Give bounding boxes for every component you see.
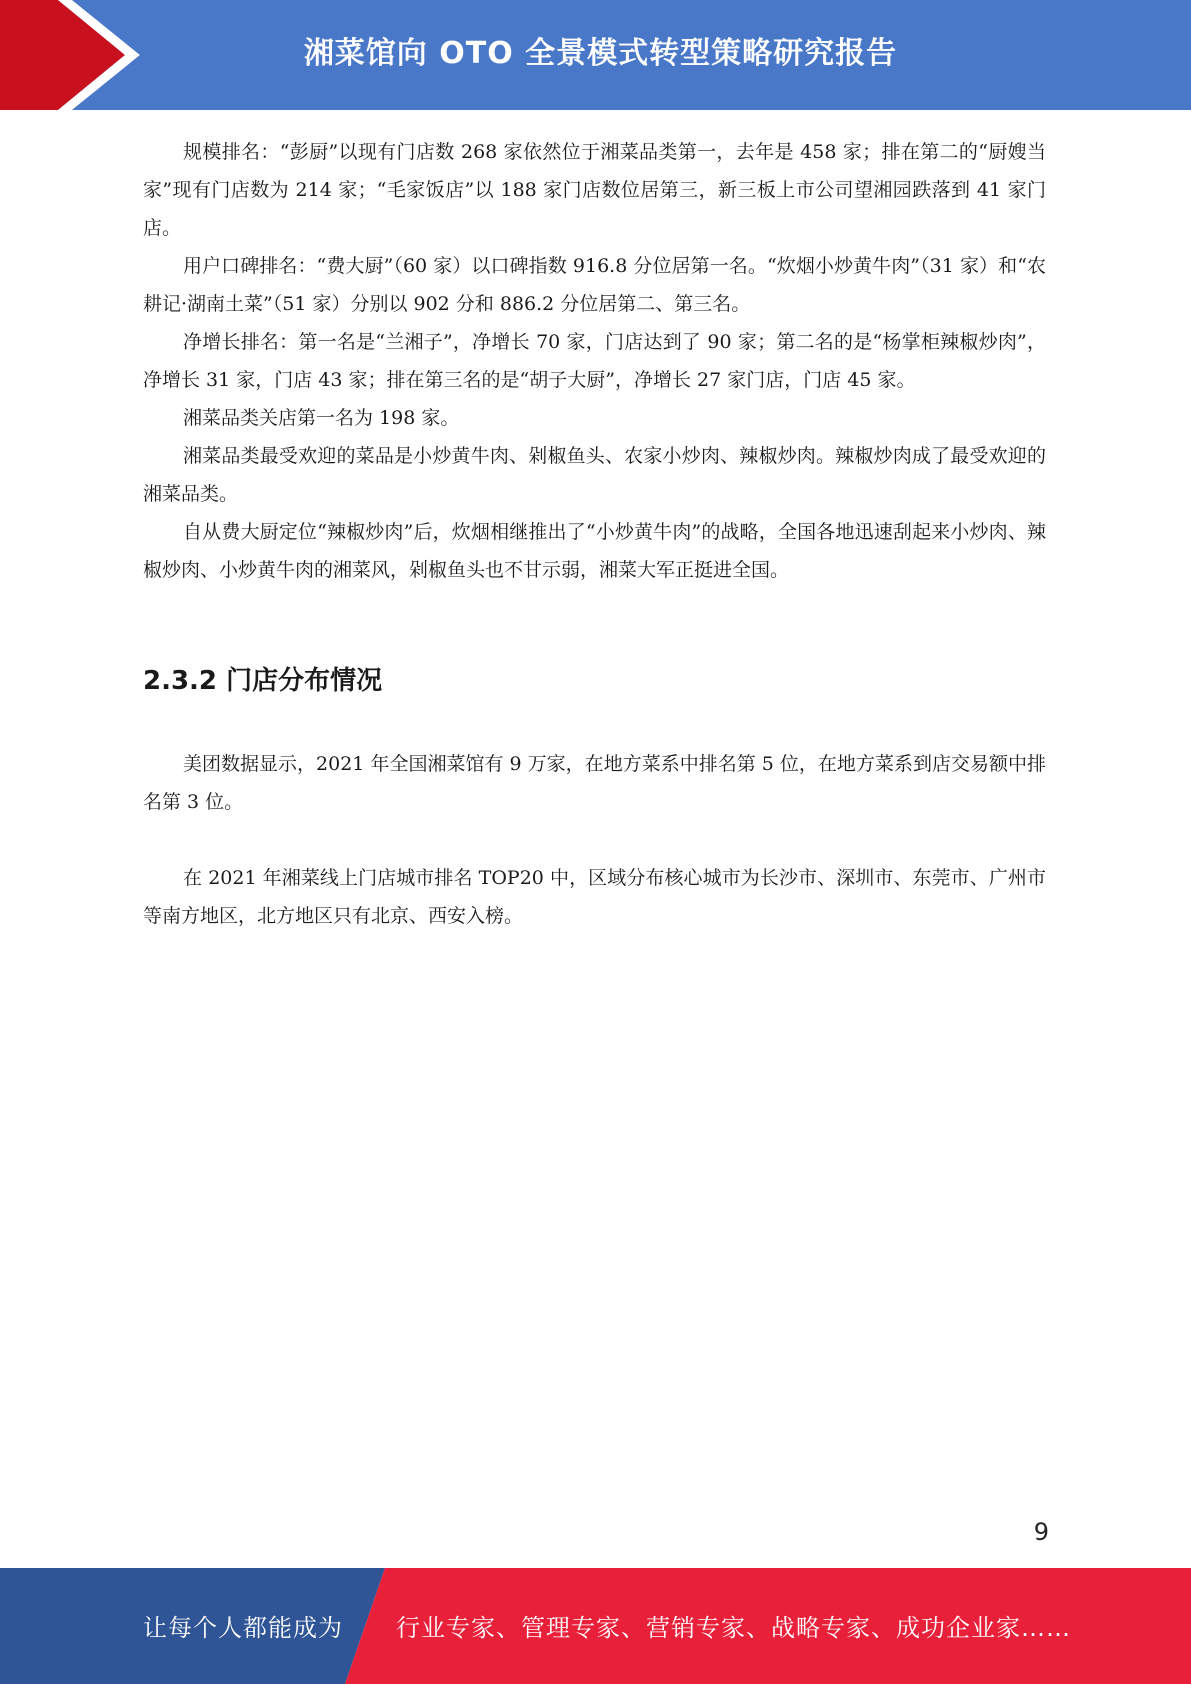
paragraph-meituan-data: 美团数据显示，2021 年全国湘菜馆有 9 万家，在地方菜系中排名第 5 位，在地方菜系到店交易额中排名第 3 位。 xyxy=(143,753,1046,813)
section-heading: 2.3.2 门店分布情况 xyxy=(143,666,383,696)
section-body xyxy=(143,745,1046,935)
paragraph-city-distribution: 在 2021 年湘菜线上门店城市排名 TOP20 中，区域分布核心城市为长沙市、深圳市、东莞市、广州市等南方地区，北方地区只有北京、西安入榜。 xyxy=(143,867,1046,927)
footer-slogan-right: 行业专家、管理专家、营销专家、战略专家、成功企业家…… xyxy=(396,1614,1071,1642)
header-arrow-decoration xyxy=(0,0,160,110)
header-title: 湘菜馆向 OTO 全景模式转型策略研究报告 xyxy=(303,36,898,71)
main-content xyxy=(143,133,1046,935)
paragraph-popular-dishes: 湘菜品类最受欢迎的菜品是小炒黄牛肉、剁椒鱼头、农家小炒肉、辣椒炒肉。辣椒炒肉成了最受欢迎的湘菜品类。 xyxy=(143,445,1046,505)
page-footer xyxy=(0,1568,1191,1684)
paragraph-trend: 自从费大厨定位“辣椒炒肉”后，炊烟相继推出了“小炒黄牛肉”的战略，全国各地迅速刮起来小炒肉、辣椒炒肉、小炒黄牛肉的湘菜风，剁椒鱼头也不甘示弱，湘菜大军正挺进全国。 xyxy=(143,521,1046,581)
page-header xyxy=(0,0,1191,110)
paragraph-reputation-ranking: 用户口碑排名：“费大厨”（60 家）以口碑指数 916.8 分位居第一名。“炊烟小炒黄牛肉”（31 家）和“农耕记·湖南土菜”（51 家）分别以 902 分和 886.2 分位居第二、第三名。 xyxy=(143,255,1046,315)
paragraph-growth-ranking: 净增长排名：第一名是“兰湘子”，净增长 70 家，门店达到了 90 家；第二名的是“杨掌柜辣椒炒肉”，净增长 31 家，门店 43 家；排在第三名的是“胡子大厨”，净增长 27 家门店，门店 45 家。 xyxy=(143,331,1046,391)
footer-slogan-left: 让每个人都能成为 xyxy=(143,1614,343,1642)
paragraph-scale-ranking: 规模排名：“彭厨”以现有门店数 268 家依然位于湘菜品类第一，去年是 458 家；排在第二的“厨嫂当家”现有门店数为 214 家；“毛家饭店”以 188 家门店数位居第三，新三板上市公司望湘园跌落到 41 家门店。 xyxy=(143,141,1046,239)
paragraph-closures: 湘菜品类关店第一名为 198 家。 xyxy=(183,407,460,429)
page-number: 9 xyxy=(1033,1518,1049,1546)
